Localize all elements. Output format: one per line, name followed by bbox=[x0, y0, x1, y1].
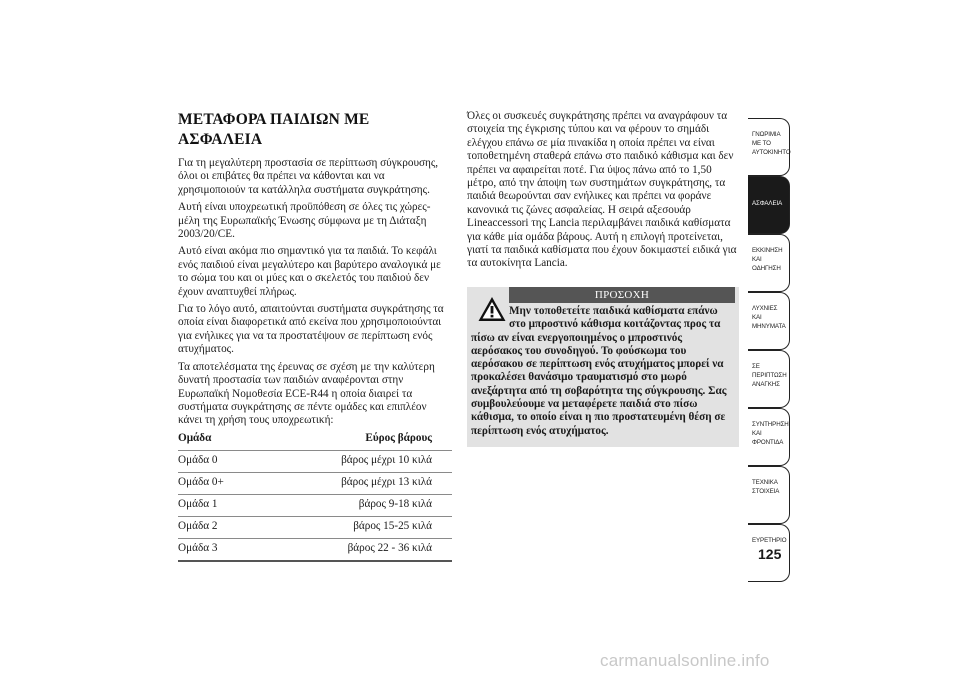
table-row bbox=[178, 472, 452, 494]
tab-label: ΣΕ ΠΕΡΙΠΤΩΣΗ ΑΝΑΓΚΗΣ bbox=[752, 363, 787, 388]
tab-label: ΕΥΡΕΤΗΡΙΟ bbox=[752, 537, 787, 544]
tab-label: ΛΥΧΝΙΕΣ ΚΑΙ ΜΗΝΥΜΑΤΑ bbox=[752, 305, 786, 330]
paragraph: Για τη μεγαλύτερη προστασία σε περίπτωση σύγκρουσης, όλοι οι επιβάτες θα πρέπει να κάθονται και να χρησιμοποιούν τα κατάλληλα συστήματα συγκράτησης. bbox=[178, 157, 439, 196]
weight-cell: βάρος μέχρι 10 κιλά bbox=[258, 450, 452, 472]
paragraph: Αυτή είναι υποχρεωτική προϋπόθεση σε όλες τις χώρες-μέλη της Ευρωπαϊκής Ένωσης σύμφωνα με τη Διάταξη 2003/20/CE. bbox=[178, 201, 431, 241]
tab-label: ΓΝΩΡΙΜΙΑ ΜΕ ΤΟ ΑΥΤΟΚΙΝΗΤΟ bbox=[752, 131, 791, 156]
tab-warning-lights[interactable] bbox=[748, 292, 790, 350]
right-column bbox=[467, 110, 739, 271]
paragraph: Όλες οι συσκευές συγκράτησης πρέπει να αναγράφουν τα στοιχεία της έγκρισης τύπου και να φέρουν το σημάδι ελέγχου επάνω σε μία πινακίδα η οποία πρέπει να είναι τοποθετημένη σταθερά επάνω στο παιδικό κάθισμα και δεν πρέπει να αφαιρείται ποτέ. Για ύψος πάνω από το 1,50 μέτρο, από την άποψη των συστημάτων συγκράτησης, τα παιδιά θεωρούνται σαν ενήλικες και πρέπει να φοράνε κανονικά τις ζώνες ασφαλείας. Η σειρά αξεσουάρ Lineaccessori της Lancia περιλαμβάνει παιδικά καθίσματα για κάθε μία ομάδα βάρους. Αυτή η επιλογή προτείνεται, γιατί τα παιδικά καθίσματα που έχουν δοκιμαστεί ειδικά για τα αυτοκίνητα Lancia. bbox=[467, 110, 737, 270]
warning-header: ΠΡΟΣΟΧΗ bbox=[509, 287, 735, 303]
table-header-row bbox=[178, 432, 452, 451]
table-row bbox=[178, 494, 452, 516]
table-row bbox=[178, 450, 452, 472]
weight-cell: βάρος μέχρι 13 κιλά bbox=[258, 472, 452, 494]
weight-cell: βάρος 15-25 κιλά bbox=[258, 516, 452, 538]
tab-safety[interactable] bbox=[748, 176, 790, 234]
tab-label: ΤΕΧΝΙΚΑ ΣΤΟΙΧΕΙΑ bbox=[752, 479, 780, 495]
column-header-group: Ομάδα bbox=[178, 432, 258, 451]
column-header-weight: Εύρος βάρους bbox=[258, 432, 452, 451]
weight-cell: βάρος 22 - 36 κιλά bbox=[258, 538, 452, 561]
left-column bbox=[178, 110, 452, 562]
tab-emergency[interactable] bbox=[748, 350, 790, 408]
tab-technical-data[interactable] bbox=[748, 466, 790, 524]
warning-text: Μην τοποθετείτε παιδικά καθίσματα επάνω στο μπροστινό κάθισμα κοιτάζοντας προς τα πίσω αν είναι ενεργοποιημένος ο μπροστινός αερόσακος του συνοδηγού. Το φούσκωμα του αερόσακου σε περίπτωση ενός ατυχήματος μπορεί να προκαλέσει θανάσιμο τραυματισμό στο μωρό ανεξάρτητα από τη σοβαρότητα της σύγκρουσης. Σας συμβουλεύουμε να μεταφέρετε παιδιά στο πίσω κάθισμα, το οποίο είναι η πιο προστατευμένη θέση σε περίπτωση ενός ατυχήματος. bbox=[471, 305, 727, 437]
weight-cell: βάρος 9-18 κιλά bbox=[258, 494, 452, 516]
group-cell: Ομάδα 0+ bbox=[178, 472, 258, 494]
group-cell: Ομάδα 1 bbox=[178, 494, 258, 516]
tab-label: ΕΚΚΙΝΗΣΗ ΚΑΙ ΟΔΗΓΗΣΗ bbox=[752, 247, 783, 272]
paragraph: Αυτό είναι ακόμα πιο σημαντικό για τα παιδιά. Το κεφάλι ενός παιδιού είναι μεγαλύτερο και βαρύτερο αναλογικά με το σώμα του και οι μύες και ο σκελετός του παιδιού δεν έχουν αναπτυχθεί πλήρως. bbox=[178, 245, 441, 298]
table-row bbox=[178, 516, 452, 538]
page-number: 125 bbox=[758, 546, 782, 562]
tab-starting-driving[interactable] bbox=[748, 234, 790, 292]
tab-label: ΑΣΦΑΛΕΙΑ bbox=[752, 200, 783, 207]
group-cell: Ομάδα 2 bbox=[178, 516, 258, 538]
paragraph: Για το λόγο αυτό, απαιτούνται συστήματα συγκράτησης τα οποία είναι διαφορετικά από εκείνα που χρησιμοποιούνται για ενήλικες για να τα προστατέψουν σε περίπτωση ενός ατυχήματος. bbox=[178, 303, 444, 356]
table-row bbox=[178, 538, 452, 561]
warning-box bbox=[467, 287, 739, 447]
paragraph: Τα αποτελέσματα της έρευνας σε σχέση με την καλύτερη δυνατή προστασία των παιδιών αναφέρονται στην Ευρωπαϊκή Νομοθεσία ECE-R44 η οποία διαιρεί τα συστήματα συγκράτησης σε πέντε ομάδες και επιπλέον κάνει τη χρήση τους υποχρεωτική: bbox=[178, 360, 435, 427]
tab-maintenance[interactable] bbox=[748, 408, 790, 466]
icon-spacer bbox=[471, 305, 509, 329]
group-cell: Ομάδα 3 bbox=[178, 538, 258, 561]
warning-text-block bbox=[471, 305, 733, 438]
section-title: ΜΕΤΑΦΟΡΑ ΠΑΙΔΙΩΝ ΜΕ ΑΣΦΑΛΕΙΑ bbox=[178, 111, 370, 148]
group-cell: Ομάδα 0 bbox=[178, 450, 258, 472]
watermark: carmanualsonline.info bbox=[600, 651, 770, 670]
tab-label: ΣΥΝΤΗΡΗΣΗ ΚΑΙ ΦΡΟΝΤΙΔΑ bbox=[752, 421, 789, 446]
weight-group-table bbox=[178, 432, 452, 562]
tab-getting-to-know[interactable] bbox=[748, 118, 790, 176]
